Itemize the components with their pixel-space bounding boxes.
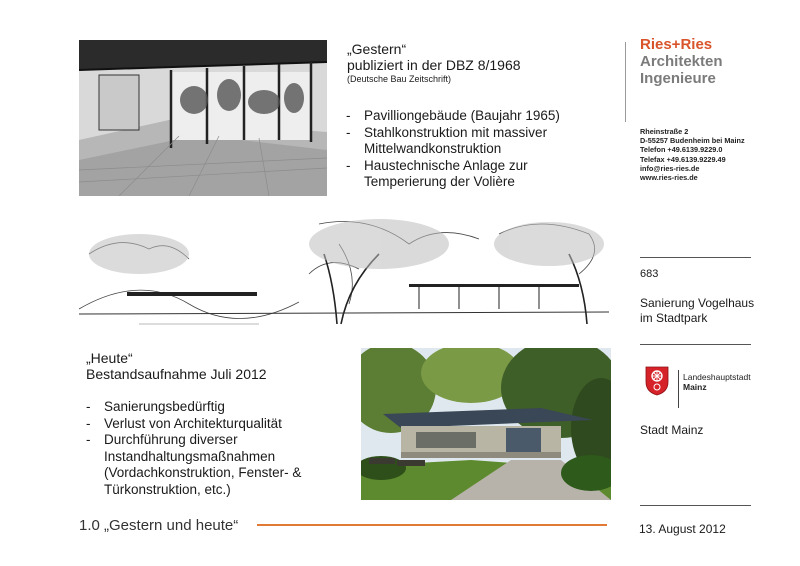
right-column-divider xyxy=(625,42,626,122)
mainz-wheel-crest-icon xyxy=(645,366,669,401)
gestern-subtitle: publiziert in der DBZ 8/1968 xyxy=(347,57,521,73)
address-line: D-55257 Budenheim bei Mainz xyxy=(640,136,745,146)
client-logo-line1: Landeshauptstadt xyxy=(683,372,751,382)
gestern-title: „Gestern“ xyxy=(347,41,407,57)
project-number: 683 xyxy=(640,268,659,280)
heute-bullet: - Durchführung diverser Instandhaltungsmaßnahmen (Vordachkonstruktion, Fenster- & Türkonstruktion, etc.) xyxy=(86,432,341,498)
document-date: 13. August 2012 xyxy=(639,522,726,536)
client-name: Stadt Mainz xyxy=(640,423,704,437)
current-pavilion-photo xyxy=(361,348,611,500)
heute-bullet: - Verlust von Architekturqualität xyxy=(86,416,341,433)
company-logo xyxy=(640,36,723,87)
project-title xyxy=(640,296,754,326)
client-logo-line2: Mainz xyxy=(683,382,707,392)
divider-line xyxy=(640,505,751,506)
address-line: Rheinstraße 2 xyxy=(640,127,689,136)
gestern-bullet: - Haustechnische Anlage zur Temperierung der Volière xyxy=(346,158,596,191)
project-title-line1: Sanierung Vogelhaus xyxy=(640,296,755,310)
section-title: 1.0 „Gestern und heute“ xyxy=(79,517,239,534)
client-logo-text xyxy=(683,372,751,392)
gestern-bullet: - Pavilliongebäude (Baujahr 1965) xyxy=(346,108,596,125)
heute-bullet-list xyxy=(86,399,341,499)
company-name-line2: Architekten xyxy=(640,53,723,70)
gestern-bullet-list xyxy=(346,108,596,191)
historic-interior-photo xyxy=(79,40,327,196)
address-line: www.ries-ries.de xyxy=(640,173,698,183)
divider-line xyxy=(640,344,751,345)
address-line: Telefon +49.6139.9229.0 xyxy=(640,145,723,155)
gestern-note: (Deutsche Bau Zeitschrift) xyxy=(347,74,452,84)
company-name-line1: Ries+Ries xyxy=(640,36,713,53)
project-title-line2: im Stadtpark xyxy=(640,311,708,325)
company-name-line3: Ingenieure xyxy=(640,70,716,87)
footer-divider xyxy=(257,524,607,526)
logo-divider xyxy=(678,370,679,408)
historic-section-drawing xyxy=(79,214,609,328)
heute-bullet: - Sanierungsbedürftig xyxy=(86,399,341,416)
divider-line xyxy=(640,257,751,258)
gestern-bullet: - Stahlkonstruktion mit massiver Mittelwandkonstruktion xyxy=(346,125,596,158)
heute-subtitle: Bestandsaufnahme Juli 2012 xyxy=(86,366,267,382)
address-line: Telefax +49.6139.9229.49 xyxy=(640,154,726,164)
address-line: info@ries-ries.de xyxy=(640,163,700,173)
heute-title: „Heute“ xyxy=(86,350,133,366)
company-address xyxy=(640,127,745,182)
